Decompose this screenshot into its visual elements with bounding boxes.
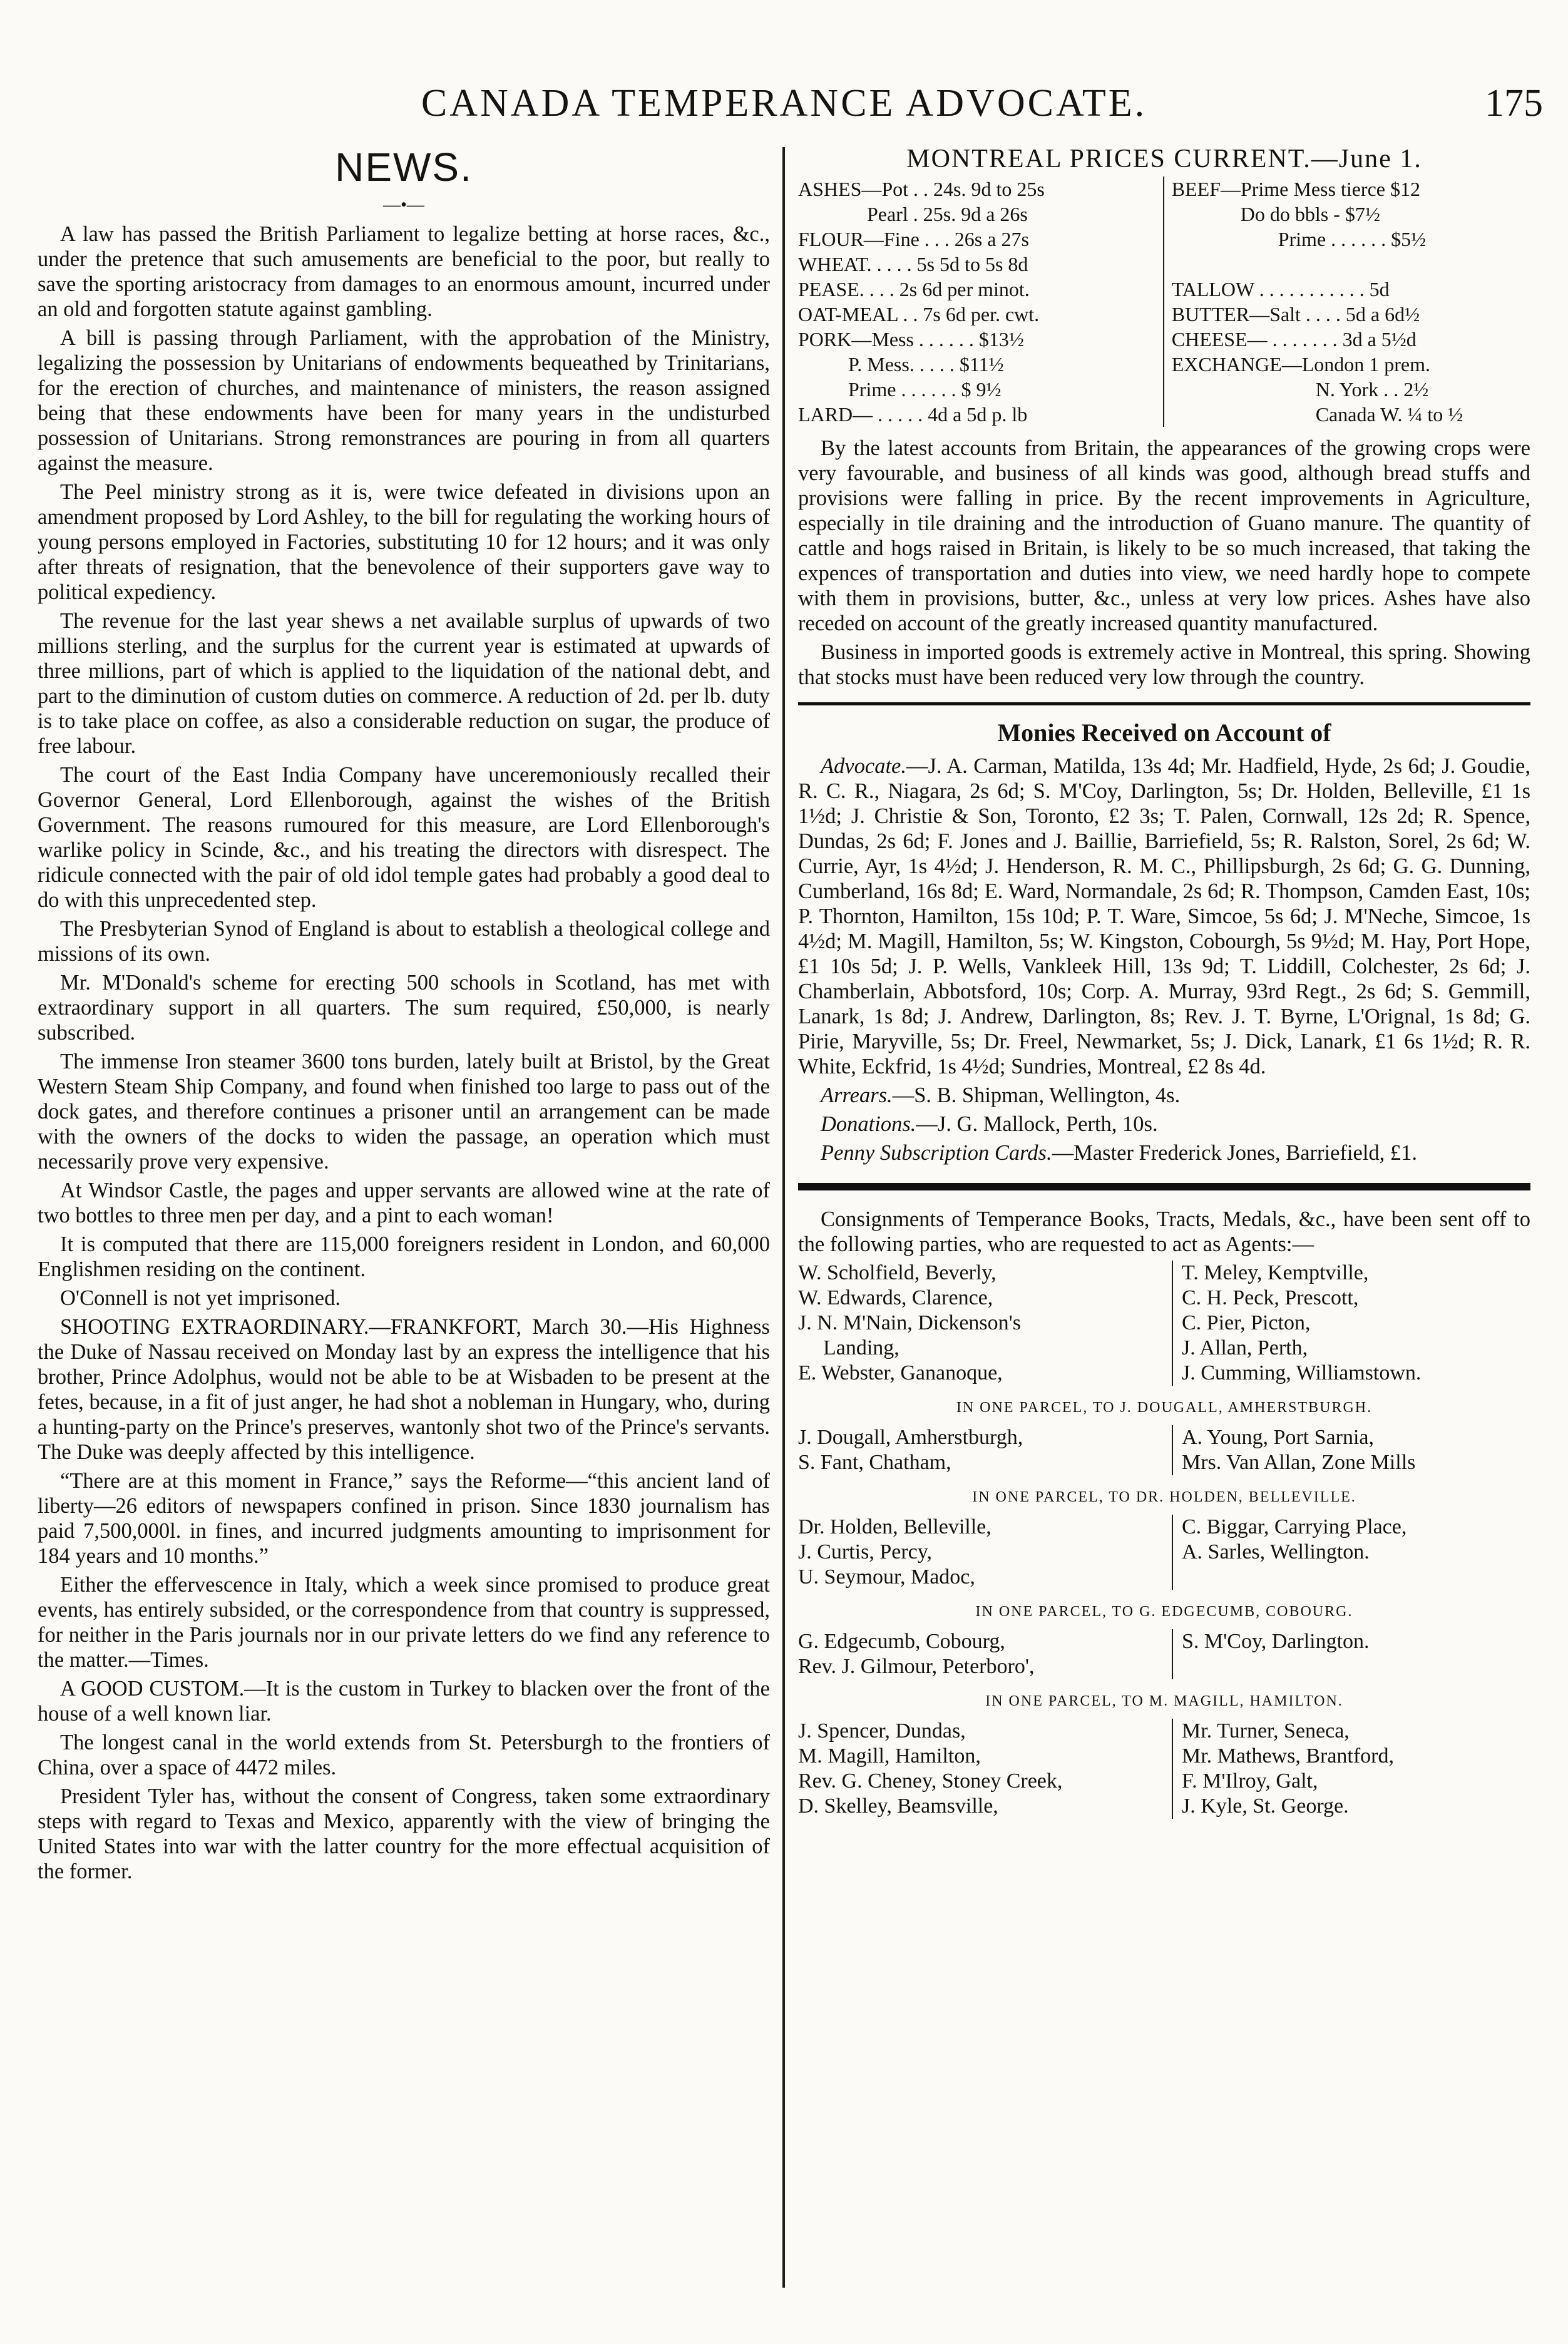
price-line: TALLOW . . . . . . . . . . . 5d xyxy=(1171,278,1390,300)
news-article: O'Connell is not yet imprisoned. xyxy=(60,1286,341,1310)
section-divider xyxy=(798,702,1530,705)
price-line: PORK—Mess . . . . . . $13½ xyxy=(798,328,1024,351)
price-line: OAT-MEAL . . 7s 6d per. cwt. xyxy=(798,303,1040,325)
agent-entry: G. Edgecumb, Cobourg, xyxy=(798,1630,1005,1653)
news-article: A law has passed the British Parliament to legalize betting at horse races, &c., under the pretence that such amusements are beneficial to the poor, but really to save the sporting aristocracy from damages to an enormous amount, incurred under an old and forgotten statute against gambling. xyxy=(38,222,770,321)
agent-entry: W. Scholfield, Beverly, xyxy=(798,1261,997,1284)
parcel-heading: IN ONE PARCEL, TO J. DOUGALL, AMHERSTBURGH. xyxy=(956,1400,1373,1416)
news-article: The revenue for the last year shews a net available surplus of upwards of two millions sterling, and the surplus for the current year is estimated at upwards of three millions, part of which is applied to the liquidation of the national debt, and part to the diminution of custom duties on commerce. A reduction of 2d. per lb. duty is to take place on coffee, as also a considerable reduction on sugar, the produce of free labour. xyxy=(38,609,770,758)
masthead-title: CANADA TEMPERANCE ADVOCATE. xyxy=(421,82,1147,125)
price-line: P. Mess. . . . . $11½ xyxy=(848,353,1004,376)
agent-entry: A. Sarles, Wellington. xyxy=(1172,1540,1530,1565)
price-line: Do do bbls - $7½ xyxy=(1240,203,1380,225)
news-article: The court of the East India Company have unceremoniously recalled their Governor General, Lord Ellenborough, against the wishes of the British Government. The reasons rumoured for this measure, are Lord Ellenborough's warlike policy in Scinde, &c., and his treating the directors with disrespect. The ridicule connected with the pair of old idol temple gates had probably a good deal to do with this unprecedented step. xyxy=(38,763,770,912)
price-line: PEASE. . . . 2s 6d per minot. xyxy=(798,278,1030,300)
news-article: SHOOTING EXTRAORDINARY.—FRANKFORT, March 30.—His Highness the Duke of Nassau received on Monday last by an express the intelligence that his brother, Prince Adolphus, would not be able to be at Wisbaden to be present at the fetes, because, in a fit of just anger, he had shot a nobleman in Hungary, who, during a hunting-party on the Prince's preserves, wantonly shot two of the Prince's servants. The Duke was deeply affected by this intelligence. xyxy=(38,1315,770,1464)
parcel-list xyxy=(798,1515,1530,1590)
price-line: EXCHANGE—London 1 prem. xyxy=(1171,353,1430,376)
agent-entry: J. Curtis, Percy, xyxy=(798,1540,933,1564)
news-article: The Presbyterian Synod of England is about to establish a theological college and missions of its own. xyxy=(38,917,770,966)
right-column xyxy=(798,144,1530,1819)
prices-left-column xyxy=(798,177,1157,427)
monies-text: —S. B. Shipman, Wellington, 4s. xyxy=(892,1083,1181,1107)
price-line: WHEAT. . . . . 5s 5d to 5s 8d xyxy=(798,253,1028,275)
agent-entry: J. Cumming, Williamstown. xyxy=(1172,1361,1530,1386)
page-number: 175 xyxy=(1485,82,1543,125)
price-line xyxy=(1172,252,1530,277)
price-line: N. York . . 2½ xyxy=(1315,378,1429,401)
monies-text: —Master Frederick Jones, Barriefield, £1. xyxy=(1052,1141,1418,1165)
monies-label: Advocate. xyxy=(821,754,906,778)
parcel-list xyxy=(798,1629,1530,1679)
ornament-divider: —•— xyxy=(383,195,424,215)
agent-entry: E. Webster, Gananoque, xyxy=(798,1361,1003,1384)
news-article: Either the effervescence in Italy, which a week since promised to produce great events, has entirely subsided, or the correspondence from that country is suppressed, for neither in the Paris journals nor in our private letters do we find any reference to the matter.—Times. xyxy=(38,1573,770,1672)
agent-entry xyxy=(1172,1565,1530,1590)
monies-text: —J. A. Carman, Matilda, 13s 4d; Mr. Hadfield, Hyde, 2s 6d; J. Goudie, R. C. R., Niagara, 2s 6d; S. M'Coy, Darlington, 5s; Dr. Holden, Belleville, £1 1s 1½d; J. Christie & Son, Toronto, £2 3s; T. Palen, Cornwall, 12s 2d; R. Spence, Dundas, 2s 6d; F. Jones and J. Baillie, Barriefield, 5s; R. Ralston, Sorel, 2s 6d; W. Currie, Ayr, 1s 4½d; J. Henderson, R. M. C., Phillipsburgh, 2s 6d; G. G. Dunning, Cumberland, 16s 8d; E. Ward, Normandale, 2s 6d; R. Thompson, Camden East, 10s; P. Thornton, Hamilton, 15s 10d; P. T. Ware, Simcoe, 5s 6d; J. M'Neche, Simcoe, 1s 4½d; M. Magill, Hamilton, 5s; W. Kingston, Cobourgh, 5s 9½d; M. Hay, Port Hope, £1 10s 5d; J. P. Wells, Vankleek Hill, 13s 9d; T. Liddill, Colchester, 2s 6d; J. Chamberlain, Abbotsford, 10s; Corp. A. Murray, 93rd Regt., 2s 6d; S. Gemmill, Lanark, 1s 8d; J. Andrew, Darlington, 8s; Rev. J. T. Byrne, L'Orignal, 1s 8d; G. Pirie, Maryville, 5s; Dr. Freel, Newmarket, 5s; J. Dick, Lanark, £1 6s 1½d; R. R. White, Eckfrid, 1s 4½d; Sundries, Montreal, £2 8s 4d. xyxy=(798,754,1530,1078)
monies-donations xyxy=(798,1112,1530,1137)
news-article: It is computed that there are 115,000 foreigners resident in London, and 60,000 Englishmen residing on the continent. xyxy=(38,1232,770,1281)
agent-entry: A. Young, Port Sarnia, xyxy=(1172,1425,1530,1450)
agent-entry: S. Fant, Chatham, xyxy=(798,1451,951,1474)
parcel-list xyxy=(798,1425,1530,1475)
market-report: By the latest accounts from Britain, the appearances of the growing crops were very favourable, and business of all kinds was good, although bread stuffs and provisions were falling in price. By the recent improvements in Agriculture, especially in tile draining and the introduction of Guano manure. The quantity of cattle and hogs raised in Britain, is likely to be so much increased, that taking the expences of transportation and duties into view, we need hardly hope to compete with them in provisions, butter, &c., unless at very low prices. Ashes have also receded on account of the greatly increased quantity manufactured. xyxy=(798,436,1530,635)
price-line: BUTTER—Salt . . . . 5d a 6d½ xyxy=(1171,303,1420,325)
consignments-intro: Consignments of Temperance Books, Tracts, Medals, &c., have been sent off to the following parties, who are requested to act as Agents:— xyxy=(798,1207,1530,1256)
agent-entry: Mr. Turner, Seneca, xyxy=(1172,1719,1530,1744)
agent-entry: J. Allan, Perth, xyxy=(1172,1336,1530,1361)
news-article: The longest canal in the world extends from St. Petersburgh to the frontiers of China, over a space of 4472 miles. xyxy=(38,1731,770,1779)
section-divider xyxy=(798,1183,1530,1190)
agent-entry: Rev. G. Cheney, Stoney Creek, xyxy=(798,1769,1063,1793)
agent-entry: C. Biggar, Carrying Place, xyxy=(1172,1515,1530,1540)
agent-entry: Rev. J. Gilmour, Peterboro', xyxy=(798,1655,1035,1678)
agent-entry: M. Magill, Hamilton, xyxy=(798,1744,981,1768)
monies-arrears xyxy=(798,1083,1530,1108)
agent-entry: J. N. M'Nain, Dickenson's xyxy=(798,1311,1022,1334)
parcel-heading: IN ONE PARCEL, TO DR. HOLDEN, BELLEVILLE. xyxy=(972,1489,1356,1505)
news-heading: NEWS. xyxy=(335,145,473,190)
agents-list xyxy=(798,1261,1530,1386)
agent-entry: D. Skelley, Beamsville, xyxy=(798,1794,998,1818)
agent-entry: U. Seymour, Madoc, xyxy=(798,1565,975,1589)
price-line: Prime . . . . . . $5½ xyxy=(1278,228,1427,250)
monies-label: Penny Subscription Cards. xyxy=(821,1141,1052,1165)
agent-entry: S. M'Coy, Darlington. xyxy=(1172,1629,1530,1654)
agent-entry: T. Meley, Kemptville, xyxy=(1172,1261,1530,1286)
news-article: “There are at this moment in France,” says the Reforme—“this ancient land of liberty—26 editors of newspapers confined in prison. Since 1830 journalism has paid 7,500,000l. in fines, and incurred judgments amounting to imprisonment for 184 years and 10 months.” xyxy=(38,1469,770,1568)
news-column xyxy=(38,144,770,1888)
monies-advocate xyxy=(798,754,1530,1079)
parcel-heading: IN ONE PARCEL, TO M. MAGILL, HAMILTON. xyxy=(985,1693,1343,1709)
prices-table xyxy=(798,177,1530,427)
monies-label: Arrears. xyxy=(821,1083,893,1107)
market-report: Business in imported goods is extremely active in Montreal, this spring. Showing that stocks must have been reduced very low through the country. xyxy=(798,640,1530,689)
news-article: The Peel ministry strong as it is, were twice defeated in divisions upon an amendment proposed by Lord Ashley, to the bill for regulating the working hours of young persons employed in Factories, substituting 10 for 12 hours; and it was only after threats of resignation, that the benevolence of their supporters gave way to political expediency. xyxy=(38,480,770,604)
news-article: Mr. M'Donald's scheme for erecting 500 schools in Scotland, has met with extraordinary support in all quarters. The sum required, £50,000, is nearly subscribed. xyxy=(38,971,770,1045)
news-article: A bill is passing through Parliament, with the approbation of the Ministry, legalizing the possession by Unitarians of endowments bequeathed by Trinitarians, for the erection of churches, and maintenance of ministers, the reason assigned being that these endowments have been for many years in the undisturbed possession of Unitarians. Strong remonstrances are pouring in from all quarters against the measure. xyxy=(38,326,770,475)
column-rule xyxy=(782,147,785,2288)
monies-title: Monies Received on Account of xyxy=(997,719,1331,747)
agent-entry: C. H. Peck, Prescott, xyxy=(1172,1286,1530,1311)
price-line: Prime . . . . . . $ 9½ xyxy=(848,378,1002,401)
monies-penny xyxy=(798,1140,1530,1165)
price-line: Pearl . 25s. 9d a 26s xyxy=(867,203,1028,225)
price-line: Canada W. ¼ to ½ xyxy=(1315,403,1463,426)
monies-text: —J. G. Mallock, Perth, 10s. xyxy=(916,1112,1158,1136)
agent-entry: J. Kyle, St. George. xyxy=(1172,1794,1530,1819)
news-article: At Windsor Castle, the pages and upper servants are allowed wine at the rate of two bottles to three men per day, and a pint to each woman! xyxy=(38,1179,770,1227)
prices-title: MONTREAL PRICES CURRENT.—June 1. xyxy=(906,145,1422,173)
agent-entry: F. M'Ilroy, Galt, xyxy=(1172,1769,1530,1794)
price-line: FLOUR—Fine . . . 26s a 27s xyxy=(798,228,1029,250)
monies-label: Donations. xyxy=(821,1112,916,1136)
parcel-heading: IN ONE PARCEL, TO G. EDGECUMB, COBOURG. xyxy=(975,1604,1353,1620)
agent-entry: Mr. Mathews, Brantford, xyxy=(1172,1744,1530,1769)
parcel-list xyxy=(798,1719,1530,1819)
news-article: A GOOD CUSTOM.—It is the custom in Turkey to blacken over the front of the house of a well known liar. xyxy=(38,1677,770,1726)
prices-right-column xyxy=(1163,177,1530,427)
agent-entry xyxy=(1172,1654,1530,1679)
agent-entry: Mrs. Van Allan, Zone Mills xyxy=(1172,1450,1530,1475)
agent-entry: Dr. Holden, Belleville, xyxy=(798,1515,992,1538)
news-article: The immense Iron steamer 3600 tons burden, lately built at Bristol, by the Great Western Steam Ship Company, and found when finished too large to pass out of the dock gates, and therefore continues a prisoner until an arrangement can be made with the owners of the docks to widen the passage, an operation which must necessarily prove very expensive. xyxy=(38,1050,770,1174)
masthead xyxy=(0,81,1568,138)
agent-entry: C. Pier, Picton, xyxy=(1172,1311,1530,1336)
price-line: CHEESE— . . . . . . . 3d a 5½d xyxy=(1171,328,1417,351)
agent-entry: Landing, xyxy=(823,1336,899,1359)
agent-entry: W. Edwards, Clarence, xyxy=(798,1286,993,1309)
agent-entry: J. Dougall, Amherstburgh, xyxy=(798,1426,1023,1449)
price-line: LARD— . . . . . 4d a 5d p. lb xyxy=(798,403,1028,426)
price-line: ASHES—Pot . . 24s. 9d to 25s xyxy=(798,178,1045,200)
agent-entry: J. Spencer, Dundas, xyxy=(798,1719,966,1743)
news-article: President Tyler has, without the consent of Congress, taken some extraordinary steps with regard to Texas and Mexico, apparently with the view of bringing the United States into war with the latter country for the more effectual acquisition of the former. xyxy=(38,1784,770,1883)
price-line: BEEF—Prime Mess tierce $12 xyxy=(1171,178,1420,200)
